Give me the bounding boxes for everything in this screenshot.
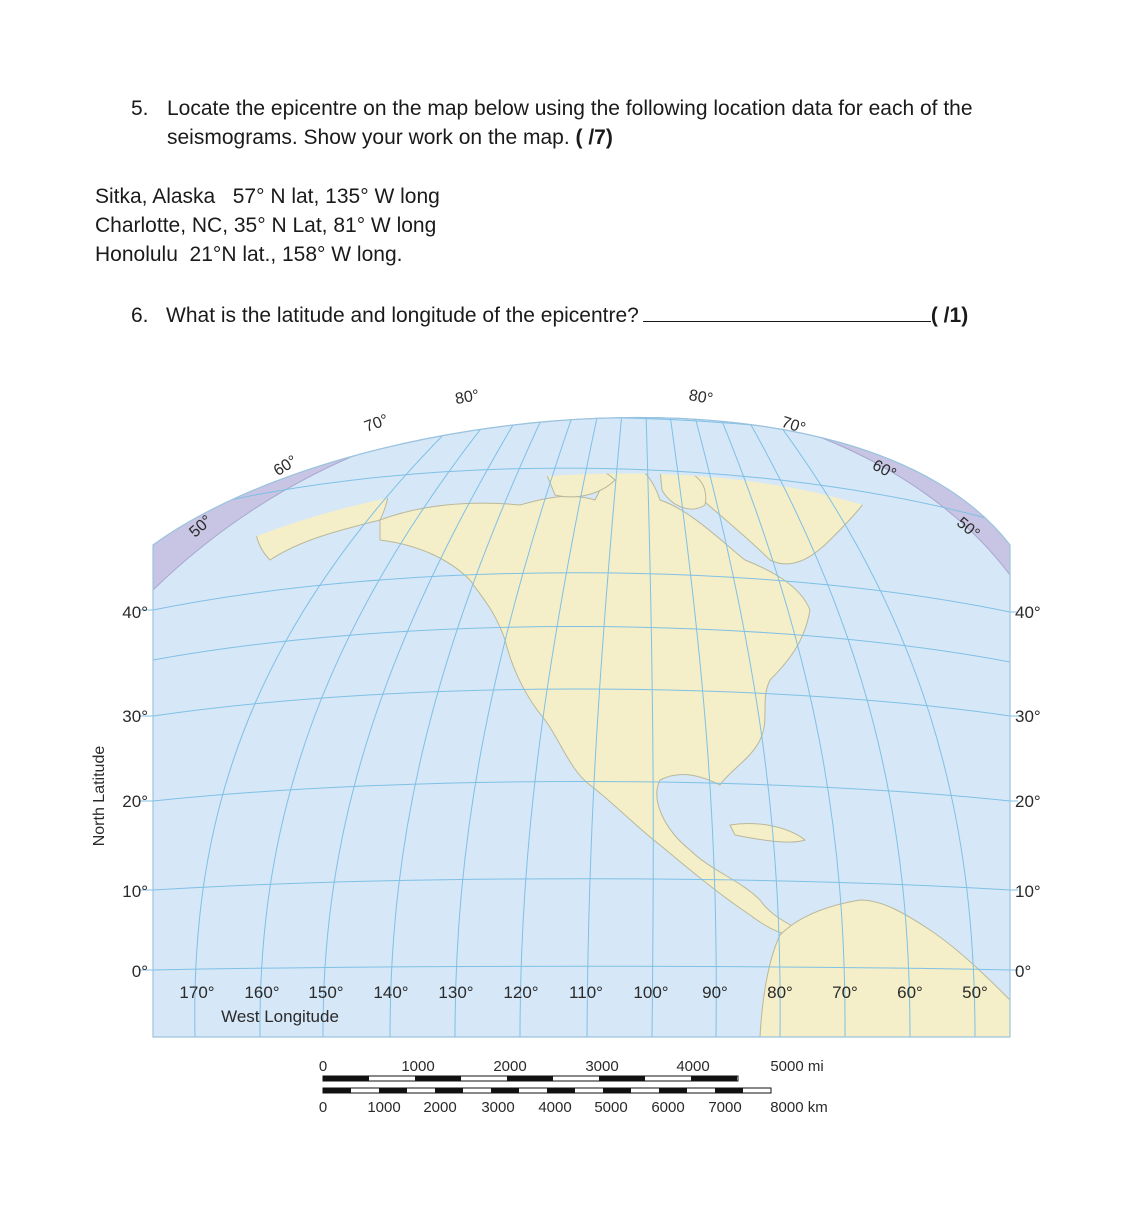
lon-label-110: 110° [569, 983, 603, 1002]
scale-km-1000: 1000 [367, 1099, 401, 1116]
y-axis-title: North Latitude [91, 745, 108, 847]
scale-km-3000: 3000 [481, 1099, 515, 1116]
question-5-number: 5. [131, 97, 149, 120]
scale-mi-0: 0 [318, 1058, 328, 1075]
lat-label-right-10: 10° [1015, 882, 1041, 901]
lat-label-left-0: 0° [131, 962, 148, 981]
arc-label-70-left: 70° [362, 411, 391, 436]
lon-label-160: 160° [244, 983, 280, 1002]
lat-label-left-10: 10° [122, 882, 148, 901]
scale-km-6000: 6000 [651, 1099, 685, 1116]
arc-label-60-right: 60° [869, 456, 899, 484]
arc-label-50-left: 50° [186, 512, 216, 542]
question-6-text: What is the latitude and longitude of the epicentre? [166, 304, 639, 327]
lon-label-60: 60° [897, 983, 923, 1002]
lon-label-100: 100° [633, 983, 669, 1002]
lat-label-right-20: 20° [1015, 792, 1041, 811]
question-6-points: ( /1) [930, 304, 969, 327]
lon-label-150: 150° [308, 983, 344, 1002]
lon-label-90: 90° [702, 983, 728, 1002]
lat-label-left-20: 20° [122, 792, 148, 811]
arc-label-50-right: 50° [953, 514, 983, 543]
lon-label-120: 120° [503, 983, 539, 1002]
lat-label-left-40: 40° [122, 603, 148, 622]
scale-km-0: 0 [318, 1099, 328, 1116]
lat-label-left-30: 30° [122, 707, 148, 726]
location-charlotte: Charlotte, NC, 35° N Lat, 81° W long [95, 214, 437, 237]
scale-mi-2000: 2000 [493, 1058, 527, 1075]
arc-label-80-left: 80° [453, 387, 481, 409]
question-5-line2: seismograms. Show your work on the map. ( /7) [167, 126, 613, 149]
scale-mi-1000: 1000 [401, 1058, 435, 1075]
arc-label-80-right: 80° [687, 387, 715, 409]
lat-label-right-40: 40° [1015, 603, 1041, 622]
lat-label-right-30: 30° [1015, 707, 1041, 726]
arc-label-70-right: 70° [779, 413, 808, 438]
scale-bar [323, 1076, 771, 1093]
arc-label-60-left: 60° [270, 452, 301, 480]
scale-mi-3000: 3000 [585, 1058, 619, 1075]
scale-km-7000: 7000 [708, 1099, 742, 1116]
scale-km-8000: 8000 km [770, 1099, 828, 1116]
scale-mi-4000: 4000 [676, 1058, 710, 1075]
x-axis-title: West Longitude [221, 1007, 339, 1026]
location-sitka: Sitka, Alaska 57° N lat, 135° W long [95, 185, 440, 208]
lon-label-140: 140° [373, 983, 409, 1002]
lon-label-70: 70° [832, 983, 858, 1002]
scale-km-4000: 4000 [538, 1099, 572, 1116]
lon-label-50: 50° [962, 983, 988, 1002]
question-5-points: ( /7) [575, 126, 613, 149]
lon-label-170: 170° [179, 983, 215, 1002]
lon-label-130: 130° [438, 983, 474, 1002]
question-6-number: 6. [131, 304, 149, 327]
lon-label-80: 80° [767, 983, 793, 1002]
lat-label-right-0: 0° [1015, 962, 1032, 981]
location-honolulu: Honolulu 21°N lat., 158° W long. [95, 243, 403, 266]
question-5-line1: Locate the epicentre on the map below using the following location data for each of the [167, 97, 973, 120]
scale-mi-5000: 5000 mi [770, 1058, 824, 1075]
scale-km-2000: 2000 [423, 1099, 457, 1116]
scale-km-5000: 5000 [594, 1099, 628, 1116]
